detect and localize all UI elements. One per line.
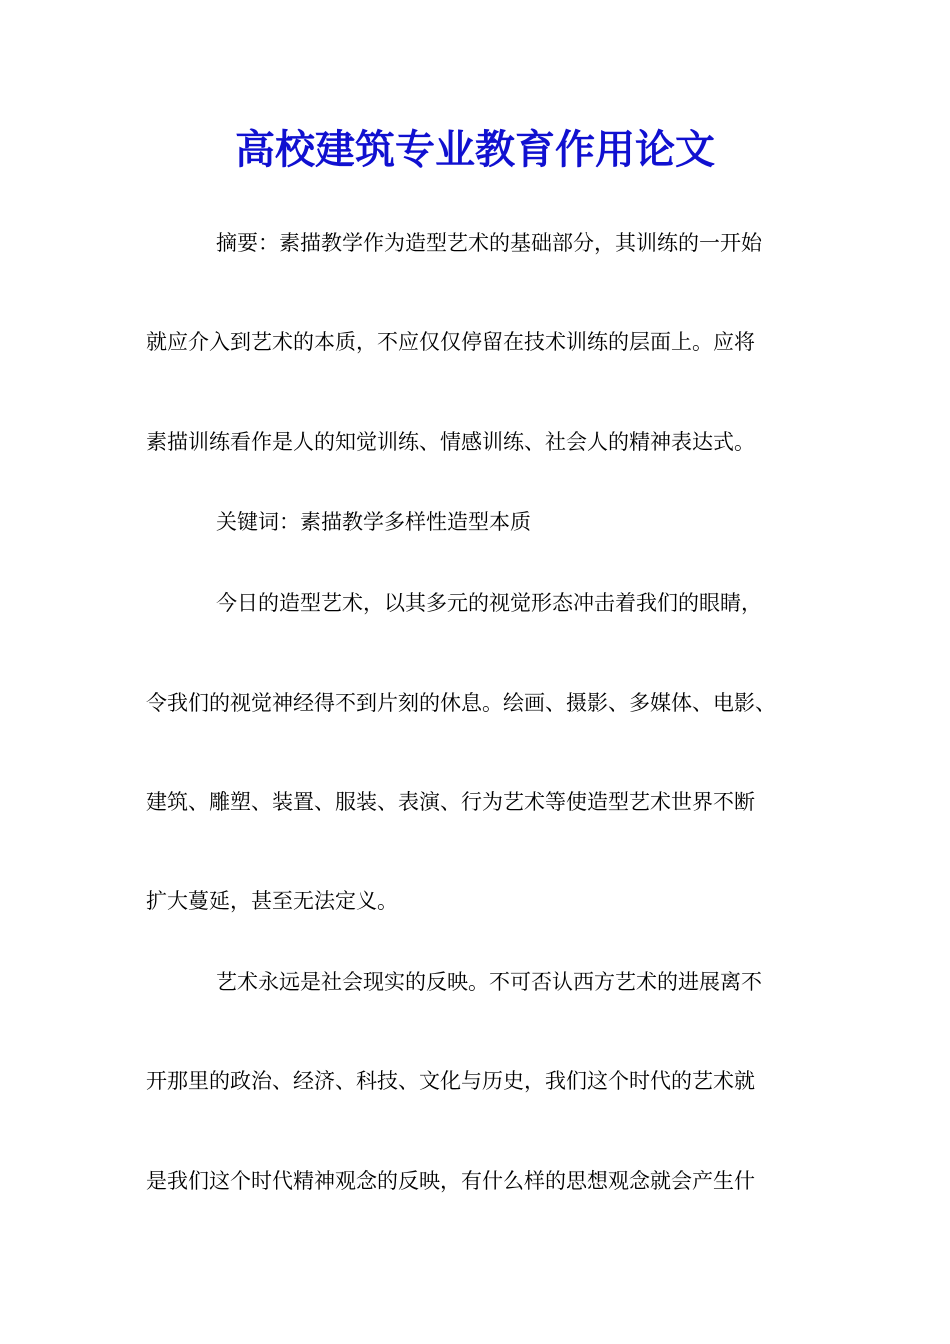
abstract-line-3: 素描训练看作是人的知觉训练、情感训练、社会人的精神表达式。 — [146, 430, 755, 454]
paragraph-2-line-2: 开那里的政治、经济、科技、文化与历史，我们这个时代的艺术就 — [146, 1069, 755, 1093]
abstract-line-2: 就应介入到艺术的本质，不应仅仅停留在技术训练的层面上。应将 — [146, 330, 755, 354]
paragraph-1-line-1: 今日的造型艺术，以其多元的视觉形态冲击着我们的眼睛， — [216, 591, 762, 615]
document-title: 高校建筑专业教育作用论文 — [235, 126, 715, 173]
paragraph-1-line-2: 令我们的视觉神经得不到片刻的休息。绘画、摄影、多媒体、电影、 — [146, 691, 776, 715]
paragraph-1-line-4: 扩大蔓延，甚至无法定义。 — [146, 889, 398, 913]
paragraph-2-line-3: 是我们这个时代精神观念的反映，有什么样的思想观念就会产生什 — [146, 1169, 755, 1193]
abstract-line-1: 摘要：素描教学作为造型艺术的基础部分，其训练的一开始 — [216, 231, 762, 255]
paragraph-1-line-3: 建筑、雕塑、装置、服装、表演、行为艺术等使造型艺术世界不断 — [146, 790, 755, 814]
paragraph-2-line-1: 艺术永远是社会现实的反映。不可否认西方艺术的进展离不 — [216, 970, 762, 994]
keywords-line: 关键词：素描教学多样性造型本质 — [216, 510, 531, 534]
